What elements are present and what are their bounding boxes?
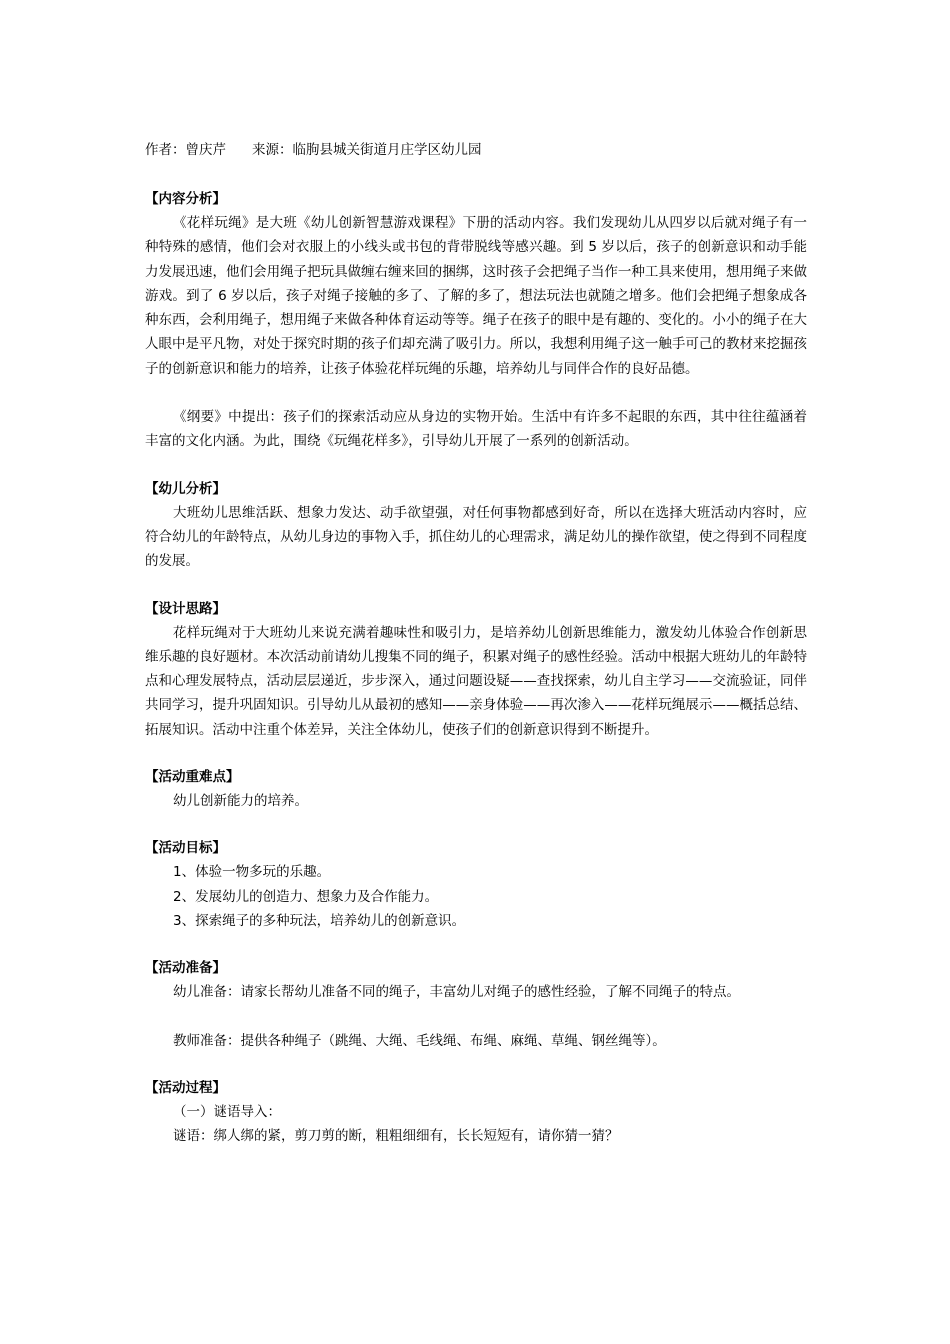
section-key-points [145, 766, 807, 813]
section-preparation [145, 957, 807, 1053]
section-heading: 【内容分析】 [145, 191, 226, 207]
goal-item: 1、体验一物多玩的乐趣。 [173, 864, 331, 881]
section-goals [145, 837, 807, 933]
riddle: 谜语：绑人绑的紧，剪刀剪的断，粗粗细细有，长长短短有，请你猜一猜？ [173, 1128, 619, 1145]
paragraph: 《花样玩绳》是大班《幼儿创新智慧游戏课程》下册的活动内容。我们发现幼儿从四岁以后就对绳子有一种特殊的感情，他们会对衣服上的小线头或书包的背带脱线等感兴趣。到 5 岁以后，孩子的创新意识和动手能力发展迅速，他们会用绳子把玩具做缠右缠来回的捆绑，这时孩子会把绳子当作一种工具来使用，想用绳子来做游戏。到了 6 岁以后，孩子对绳子接触的多了、了解的多了，想法玩法也就随之增多。他们会把绳子想象成各种东西，会利用绳子，想用绳子来做各种体育运动等等。绳子在孩子的眼中是有趣的、变化的。小小的绳子在大人眼中是平凡物，对处于探究时期的孩子们却充满了吸引力。所以，我想利用绳子这一触手可己的教材来挖掘孩子的创新意识和能力的培养，让孩子体验花样玩绳的乐趣，培养幼儿与同伴合作的良好品德。 [145, 215, 807, 377]
section-heading: 【活动过程】 [145, 1079, 226, 1096]
section-design [145, 598, 807, 742]
paragraph: 《纲要》中提出：孩子们的探索活动应从身边的实物开始。生活中有许多不起眼的东西，其中往往蕴涵着丰富的文化内涵。为此，围绕《玩绳花样多》，引导幼儿开展了一系列的创新活动。 [145, 409, 807, 450]
goal-item: 3、探索绳子的多种玩法，培养幼儿的创新意识。 [173, 912, 466, 929]
process-step: （一）谜语导入： [173, 1103, 281, 1120]
section-heading: 【活动重难点】 [145, 769, 240, 786]
section-heading: 【设计思路】 [145, 600, 226, 617]
paragraph: 花样玩绳对于大班幼儿来说充满着趣味性和吸引力，是培养幼儿创新思维能力，激发幼儿体验合作创新思维乐趣的良好题材。本次活动前请幼儿搜集不同的绳子，积累对绳子的感性经验。活动中根据大班幼儿的年龄特点和心理发展特点，活动层层递近，步步深入，通过问题设疑——查找探索，幼儿自主学习——交流验证，同伴共同学习，提升巩固知识。引导幼儿从最初的感知——亲身体验——再次渗入——花样玩绳展示——概括总结、拓展知识。活动中注重个体差异，关注全体幼儿，使孩子们的创新意识得到不断提升。 [145, 624, 807, 738]
text-line: 幼儿创新能力的培养。 [173, 793, 308, 810]
child-preparation: 幼儿准备：请家长帮幼儿准备不同的绳子，丰富幼儿对绳子的感性经验，了解不同绳子的特点。 [173, 984, 740, 1001]
source: 来源：临朐县城关街道月庄学区幼儿园 [252, 142, 482, 158]
byline [145, 140, 482, 160]
goal-item: 2、发展幼儿的创造力、想象力及合作能力。 [173, 888, 439, 905]
teacher-preparation: 教师准备：提供各种绳子（跳绳、大绳、毛线绳、布绳、麻绳、草绳、钢丝绳等）。 [173, 1032, 666, 1049]
section-child-analysis [145, 478, 807, 574]
section-process [145, 1077, 807, 1149]
section-content-analysis [145, 188, 807, 454]
document-body [145, 188, 807, 1148]
paragraph: 大班幼儿思维活跃、想象力发达、动手欲望强，对任何事物都感到好奇，所以在选择大班活动内容时，应符合幼儿的年龄特点，从幼儿身边的事物入手，抓住幼儿的心理需求，满足幼儿的操作欲望，使之得到不同程度的发展。 [145, 504, 807, 570]
section-heading: 【活动目标】 [145, 840, 226, 857]
section-heading: 【活动准备】 [145, 960, 226, 977]
section-heading: 【幼儿分析】 [145, 480, 226, 497]
author: 作者：曾庆芹 [145, 142, 226, 158]
